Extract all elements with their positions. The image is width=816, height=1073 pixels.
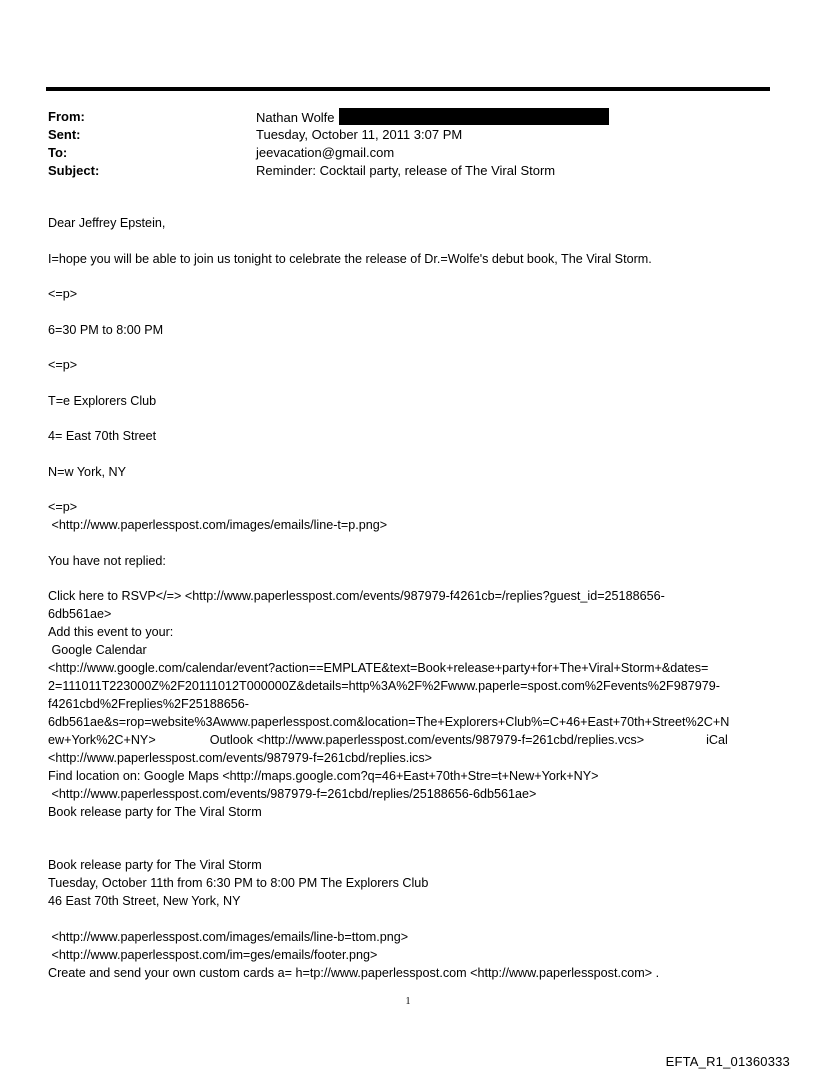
sent-label: Sent: (48, 127, 81, 142)
rsvp-link: Click here to RSVP</=> <http://www.paperlesspost.com/events/987979-f4261cb=/replies?guest_id=25188656- (48, 589, 665, 603)
redaction-bar (339, 108, 609, 125)
google-calendar-label: Google Calendar (48, 643, 147, 657)
to-value: jeevacation@gmail.com (256, 145, 395, 160)
rsvp-link-cont: 6db561ae> (48, 607, 112, 621)
header-rule (46, 87, 770, 91)
intro-text: I=hope you will be able to join us tonight to celebrate the release of Dr.=Wolfe's debut book, The Viral Storm. (48, 251, 652, 266)
to-label: To: (48, 145, 68, 160)
add-event-text: Add this event to your: (48, 625, 174, 639)
gcal-url: 6db561ae&s=rop=website%3Awww.paperlesspost.com&location=The+Explorers+Club%=C+46+East+70th+Street%2C+N (48, 715, 730, 729)
event-time: 6=30 PM to 8:00 PM (48, 322, 164, 337)
gcal-url: f4261cbd%2Freplies%2F25188656- (48, 697, 249, 711)
not-replied-text: You have not replied: (48, 553, 166, 568)
event-street: 4= East 70th Street (48, 429, 157, 443)
gcal-url-end: ew+York%2C+NY> (48, 733, 156, 747)
line-top-url: <http://www.paperlesspost.com/images/emails/line-t=p.png> (48, 518, 388, 532)
reply-url: <http://www.paperlesspost.com/events/987979-f=261cbd/replies/25188656-6db561ae> (48, 787, 537, 801)
p-tag: <=p> (48, 500, 78, 514)
footer-img-url: <http://www.paperlesspost.com/im=ges/emails/footer.png> (48, 947, 378, 962)
document-id: EFTA_R1_01360333 (665, 1054, 790, 1069)
create-cards-text: Create and send your own custom cards a= h=tp://www.paperlesspost.com <http://www.paperlesspost.com> . (48, 965, 660, 980)
subject-label: Subject: (48, 163, 100, 178)
greeting: Dear Jeffrey Epstein, (48, 216, 166, 230)
p-tag: <=p> (48, 287, 78, 301)
line-bottom-url: <http://www.paperlesspost.com/images/emails/line-b=ttom.png> (48, 929, 409, 944)
outlook-link: Outlook <http://www.paperlesspost.com/events/987979-f=261cbd/replies.vcs> (209, 733, 645, 747)
party-address: 46 East 70th Street, New York, NY (48, 894, 241, 908)
gcal-url: <http://www.google.com/calendar/event?action==EMPLATE&text=Book+release+party+for+The+Viral+Storm+&dates= (48, 661, 709, 675)
party-when: Tuesday, October 11th from 6:30 PM to 8:00 PM The Explorers Club (48, 876, 429, 890)
gcal-url: 2=111011T223000Z%2F20111012T000000Z&details=http%3A%2F%2Fwww.paperle=spost.com%2Fevents%2F987979- (48, 679, 720, 693)
from-label: From: (48, 109, 85, 124)
find-location: Find location on: Google Maps <http://maps.google.com?q=46+East+70th+Stre=t+New+York+NY> (48, 769, 599, 783)
ical-label: iCal (706, 733, 728, 747)
subject-value: Reminder: Cocktail party, release of The Viral Storm (256, 163, 556, 178)
from-value (256, 108, 609, 127)
from-name: Nathan Wolfe (256, 110, 335, 125)
gcal-outlook-ical-row (48, 731, 768, 749)
page-number: 1 (405, 996, 411, 1007)
email-body (48, 214, 768, 982)
p-tag: <=p> (48, 358, 78, 372)
party-title: Book release party for The Viral Storm (48, 858, 262, 872)
sent-value: Tuesday, October 11, 2011 3:07 PM (256, 127, 463, 142)
event-venue: T=e Explorers Club (48, 393, 157, 408)
event-city: N=w York, NY (48, 464, 127, 479)
ical-url: <http://www.paperlesspost.com/events/987979-f=261cbd/replies.ics> (48, 751, 432, 765)
party-title: Book release party for The Viral Storm (48, 805, 262, 819)
